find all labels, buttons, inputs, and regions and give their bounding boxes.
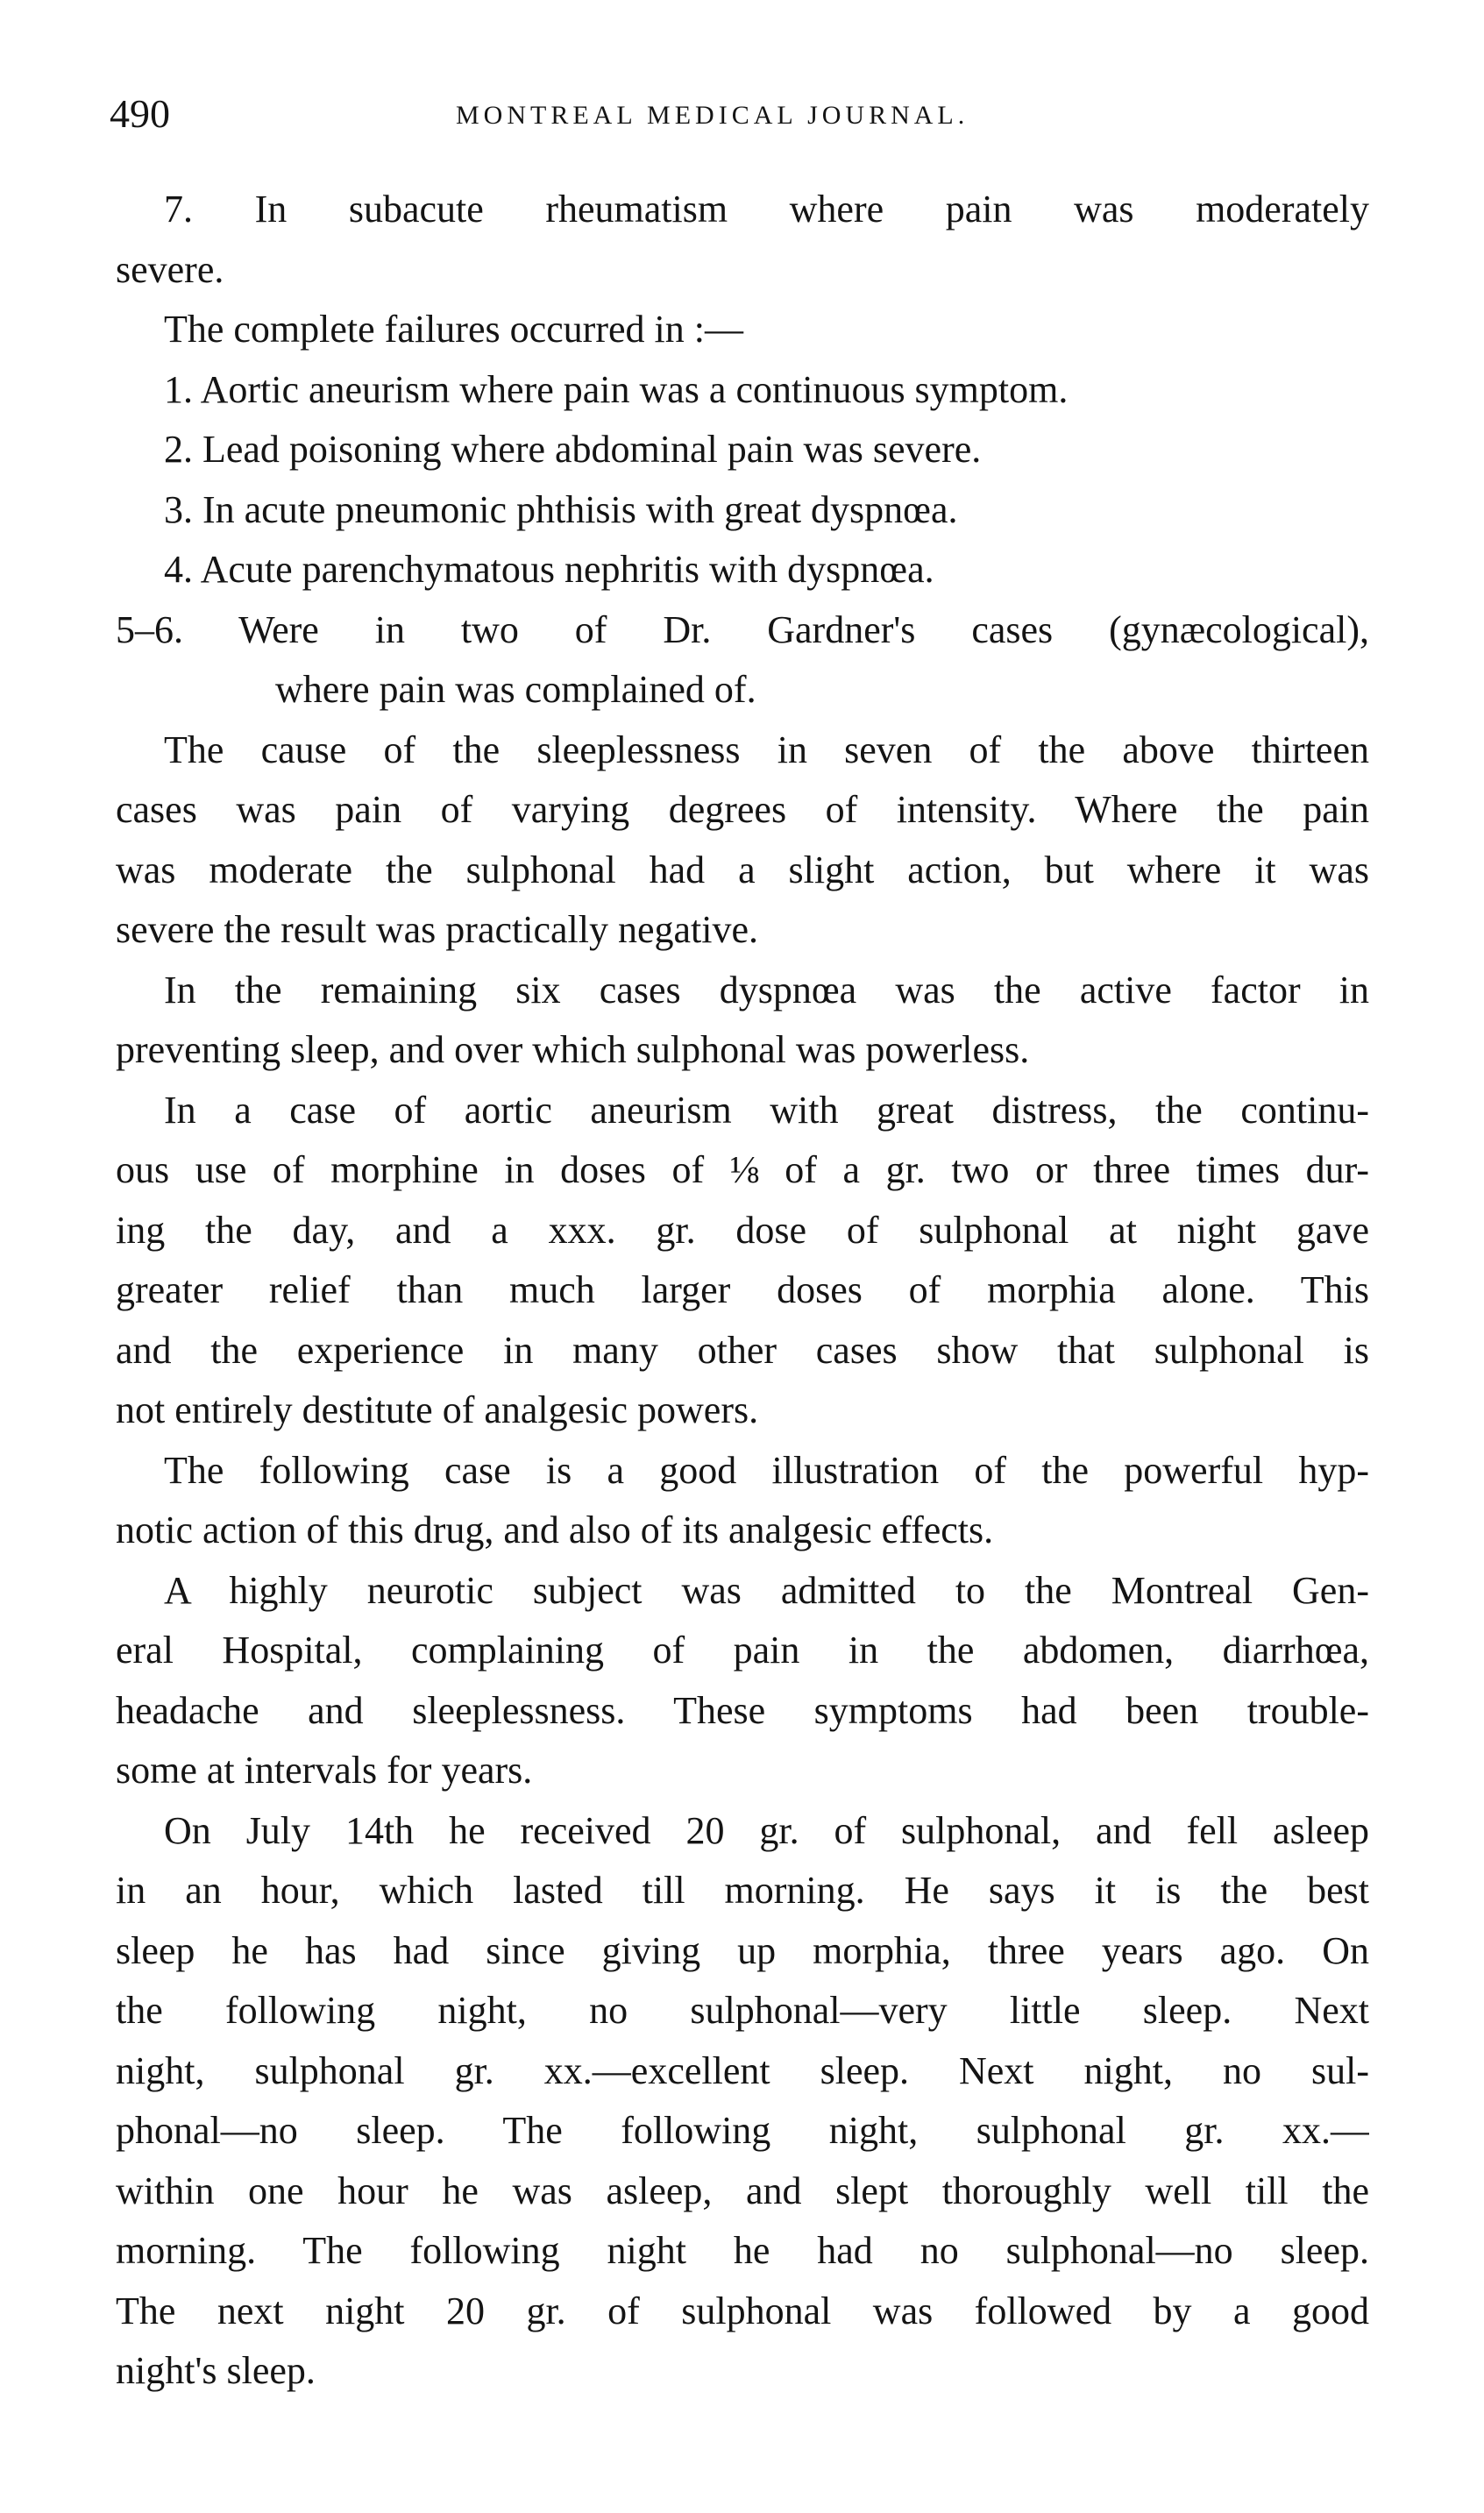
text-line: 7. In subacute rheumatism where pain was moderately [164, 188, 1369, 231]
text-line: the following night, no sulphonal—very little sleep. Next [116, 1989, 1369, 2032]
text-line: in an hour, which lasted till morning. He says it is the best [116, 1869, 1369, 1912]
body-text [116, 180, 1369, 2402]
text-line: within one hour he was asleep, and slept thoroughly well till the [116, 2169, 1369, 2212]
text-line: preventing sleep, and over which sulphonal was powerless. [116, 1028, 1030, 1071]
text-line: sleep he has had since giving up morphia, three years ago. On [116, 1928, 1369, 1972]
text-line: greater relief than much larger doses of morphia alone. This [116, 1268, 1369, 1311]
text-line: ing the day, and a xxx. gr. dose of sulphonal at night gave [116, 1208, 1369, 1252]
text-line: A highly neurotic subject was admitted to the Montreal Gen- [164, 1568, 1369, 1612]
text-line: The cause of the sleeplessness in seven of the above thirteen [164, 728, 1369, 771]
text-line: 4. Acute parenchymatous nephritis with dyspnœa. [164, 548, 934, 591]
text-line: night's sleep. [116, 2349, 316, 2392]
text-line: night, sulphonal gr. xx.—excellent sleep. Next night, no sul- [116, 2048, 1369, 2092]
text-line: 3. In acute pneumonic phthisis with great dyspnœa. [164, 487, 958, 531]
page-number: 490 [110, 91, 170, 136]
text-line: ous use of morphine in doses of ⅛ of a gr. two or three times dur- [116, 1148, 1369, 1191]
text-line: The following case is a good illustration of the powerful hyp- [164, 1448, 1369, 1492]
text-line: phonal—no sleep. The following night, sulphonal gr. xx.— [116, 2109, 1369, 2152]
text-line: headache and sleeplessness. These symptoms had been trouble- [116, 1688, 1369, 1732]
text-line: and the experience in many other cases show that sulphonal is [116, 1328, 1369, 1372]
text-line: was moderate the sulphonal had a slight action, but where it was [116, 848, 1369, 891]
text-line: 5–6. Were in two of Dr. Gardner's cases (gynæcological), [116, 607, 1369, 651]
text-line: 2. Lead poisoning where abdominal pain was severe. [164, 428, 982, 471]
text-line: 1. Aortic aneurism where pain was a continuous symptom. [164, 367, 1069, 411]
text-line: some at intervals for years. [116, 1749, 533, 1792]
text-line: cases was pain of varying degrees of intensity. Where the pain [116, 788, 1369, 831]
text-line: morning. The following night he had no sulphonal—no sleep. [116, 2229, 1369, 2272]
text-line: severe. [116, 247, 224, 291]
text-line: eral Hospital, complaining of pain in the abdomen, diarrhœa, [116, 1629, 1369, 1672]
text-line: The next night 20 gr. of sulphonal was followed by a good [116, 2289, 1369, 2332]
text-line: In a case of aortic aneurism with great distress, the continu- [164, 1088, 1369, 1132]
text-line: In the remaining six cases dyspnœa was the active factor in [164, 968, 1369, 1012]
text-line: severe the result was practically negative. [116, 908, 759, 951]
page-header [110, 88, 1372, 140]
text-line: notic action of this drug, and also of its analgesic effects. [116, 1509, 994, 1551]
running-head: MONTREAL MEDICAL JOURNAL. [456, 101, 969, 130]
text-line: On July 14th he received 20 gr. of sulphonal, and fell asleep [164, 1808, 1369, 1852]
text-line: not entirely destitute of analgesic powers. [116, 1388, 759, 1431]
text-line: The complete failures occurred in :— [164, 308, 743, 351]
text-line: where pain was complained of. [275, 668, 756, 711]
